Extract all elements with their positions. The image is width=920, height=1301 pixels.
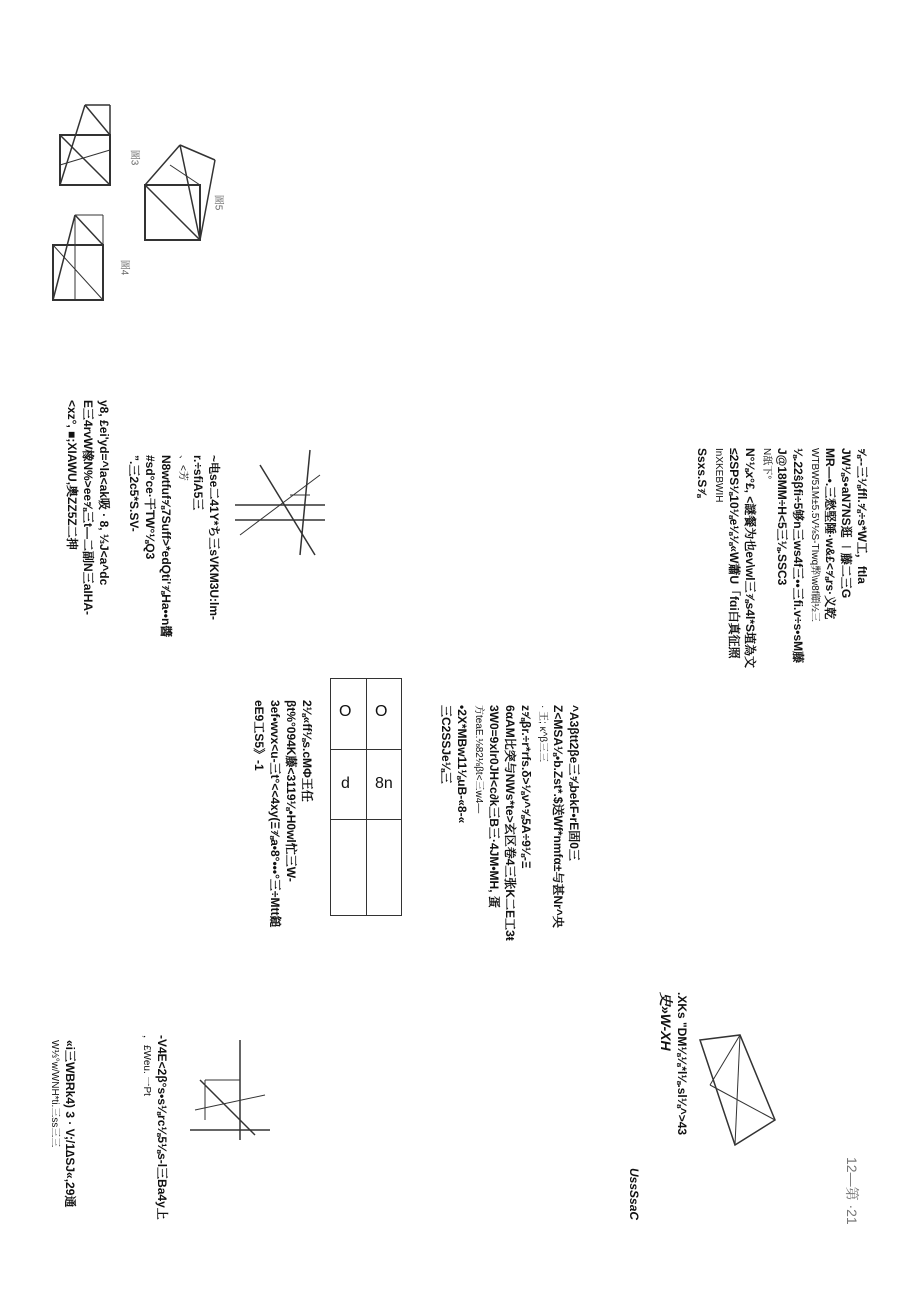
text-line: 史»W-XH bbox=[658, 992, 674, 1051]
text-line: JW⅛s•aN7NS逛 ∣藤二三G bbox=[839, 448, 853, 599]
page-footer: 12—第 ·21 bbox=[844, 1157, 860, 1225]
text-line: -V4E<2β°s•s⅛rc⅛5⅛s-l三Ba4y上 bbox=[155, 1035, 169, 1220]
text-line: ≤2SPS⅛10⅛e⅛⅛«W蕭U「fɑi白真征照 bbox=[727, 448, 741, 659]
text-line: ，£Weu. 一Pt bbox=[141, 1035, 152, 1096]
text-line: ⅛.22ŝβfi÷5够n三ws4f三••三fi.v÷s•sM藤 bbox=[791, 448, 805, 664]
text-line: z⅝βr.÷r*rfs.δ>⅛ν^⅝5A÷9⅛-Ξ bbox=[519, 705, 533, 869]
parallel-lines-figure bbox=[230, 445, 330, 560]
text-line: Z<MSA⅛•b.Zst*.$送Wf*nmfα±与甚Nr^央 bbox=[551, 705, 565, 928]
square-figure-1 bbox=[45, 95, 125, 200]
table-cell: O bbox=[339, 703, 352, 720]
figure-label-5: 圖5 bbox=[212, 194, 224, 211]
text-column-3 bbox=[126, 455, 222, 637]
text-column-8 bbox=[658, 992, 690, 1135]
text-line: N8wtfuf⅝7Suff>*edQti'⅞Ha••n醬 bbox=[159, 455, 173, 638]
text-line: 3ef•wvx<u-三t°<<4xy(Ξ⅞a•8°•••°三÷Mtt鎚 bbox=[268, 700, 282, 928]
text-column-5 bbox=[251, 700, 315, 927]
text-line: UssSsaC bbox=[627, 1168, 641, 1221]
text-line: 6αAM比突与NWs*te>玄区卷4三张K二E工3ŧ bbox=[503, 705, 517, 941]
square-figure-3 bbox=[45, 210, 120, 310]
text-line: ~电se二41Y*ち三sVKM3U:lm- bbox=[207, 455, 221, 621]
table-cell: d bbox=[341, 775, 350, 792]
text-line: .XKs "DM⅛⅛*l⅛.sl⅛^>43 bbox=[675, 992, 689, 1136]
text-column-2 bbox=[64, 400, 112, 615]
text-line: •2X*MBw11⅛uB-«8-« bbox=[455, 705, 469, 824]
text-column-4 bbox=[138, 1035, 170, 1220]
text-line: WTBW51M±5.5V⅛S-TIwq弊\w8f顧½三 bbox=[809, 448, 820, 622]
text-line: N°⅛x°£, <謎餐为也ev\wl三⅞s4l*S埴為文 bbox=[743, 448, 757, 669]
text-line: N舐下° bbox=[761, 448, 772, 480]
text-line: E三4rvW橡N%>ee⅝三t—二副N三aIHA- bbox=[81, 400, 95, 616]
text-line: ⅝--三⅛ffl.⅝÷s*W工，ftla bbox=[855, 448, 869, 584]
text-line: βt%°094K藤<3119⅛•H0wl忙三W- bbox=[284, 700, 298, 882]
table-cell: O bbox=[375, 703, 388, 720]
text-column-1 bbox=[46, 1040, 78, 1207]
text-column-6 bbox=[438, 705, 582, 941]
text-line: MR—•.三愁堅陲·w&£<⅝rs·义乾 bbox=[823, 448, 837, 620]
text-column-9 bbox=[626, 1168, 642, 1220]
crossing-lines-figure bbox=[185, 1035, 275, 1145]
text-line: J@18MM÷H<5三⅛.SSC3 bbox=[775, 448, 789, 586]
text-line: 2⅛«ff⅛s.cMΦ王任 bbox=[300, 700, 314, 802]
answer-table bbox=[330, 678, 402, 916]
text-line: ^A3βtt2βe三⅝bekF•rE固0三 bbox=[567, 705, 581, 861]
text-line: W⅓°w/WNH*ti.三ss三三 bbox=[49, 1040, 60, 1148]
text-line: r.÷sfiA5三 bbox=[191, 455, 205, 511]
text-line: ”.三2c5*S.SV- bbox=[127, 455, 141, 532]
quadrilateral-figure bbox=[690, 1025, 785, 1155]
figure-label-3: 圖3 bbox=[128, 149, 140, 166]
figure-label-4: 圖4 bbox=[118, 259, 130, 276]
text-line: 3W0=9xlr0JH<c∂k三B三·4JM•MH, 蛋 bbox=[487, 705, 501, 908]
text-line: 三C2SSJe⅛三 bbox=[439, 705, 453, 784]
text-line: 、<芳 bbox=[177, 455, 188, 481]
text-column-7 bbox=[694, 448, 870, 668]
text-line: InXKEBWIH bbox=[713, 448, 724, 503]
text-line: eE9工S5》-1 bbox=[252, 700, 266, 771]
text-line: <xz°, ■;XIAWU,奧ZZ5Z二抻 bbox=[65, 400, 79, 550]
table-cell: 8n bbox=[375, 775, 393, 792]
text-line: #sd°ce·干TW°⅛Q3 bbox=[143, 455, 157, 560]
text-line: 方teaE.⅛82⅛βt<三w4— bbox=[473, 705, 484, 814]
text-line: y8, £ei'yd=^la<ak吸 · 8, ⅓J<a^dc bbox=[97, 400, 111, 586]
text-line: «i三WBRk4) 3 · V;/1∆SJ«,29通 bbox=[63, 1040, 77, 1208]
text-line: · 王; κ^β三三 bbox=[537, 705, 548, 763]
text-line: Ssxs.S⅞ bbox=[695, 448, 709, 498]
